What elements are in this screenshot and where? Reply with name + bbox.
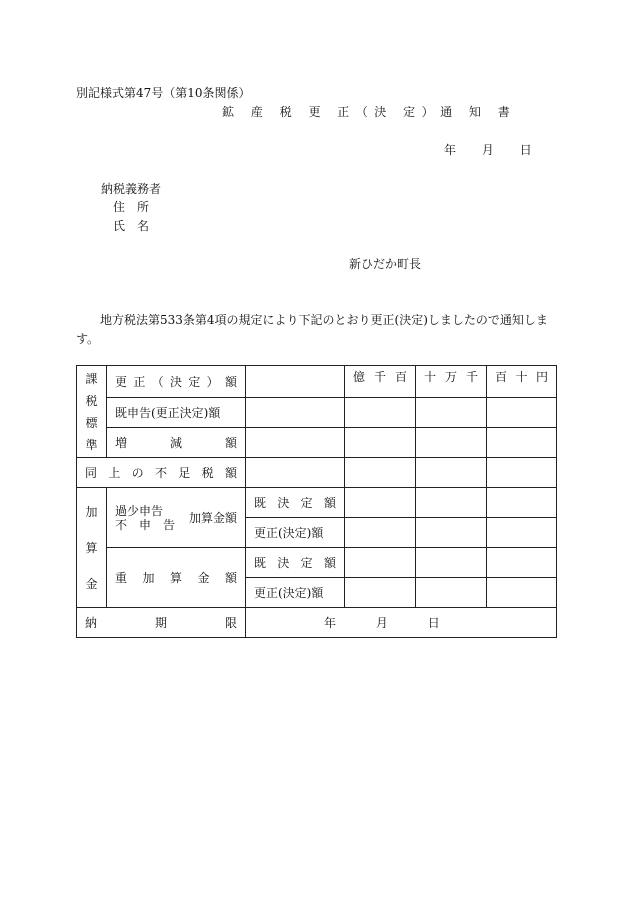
form-number-label: 別記様式第47号（第10条関係） [76, 86, 251, 100]
document-title: 鉱 産 税 更 正（決 定）通 知 書 [222, 105, 517, 119]
kishinkoku-gaku-label: 既申告(更正決定)額 [107, 398, 246, 428]
digit-group-oku: 億 千 百 [345, 366, 416, 398]
fusoku-zeigaku-label: 同上の不足税額 [77, 458, 246, 488]
year-label: 年 [444, 143, 457, 157]
tax-table [76, 365, 557, 638]
ki-kettei-gaku-label: 既決定額 [246, 488, 345, 518]
juu-kasankin-label: 重加算金額 [107, 548, 246, 608]
kasho-shinkoku-label: 過少申告 [115, 503, 164, 518]
fu-shinkoku-label: 不 申 告 [115, 517, 176, 532]
notice-body: 地方税法第533条第4項の規定により下記のとおり更正(決定)しましたので通知します。 [76, 313, 548, 346]
issuer-name: 新ひだか町長 [349, 257, 422, 271]
kazei-hyojun-cell: 課 税 標 準 [77, 366, 107, 458]
taxpayer-label: 納税義務者 [101, 182, 162, 196]
day-label: 日 [519, 143, 532, 157]
kasankin-cell: 加 算 金 [77, 488, 107, 608]
kasankin-gaku-cell [107, 488, 246, 548]
digit-group-en: 百 十 円 [487, 366, 557, 398]
kosei-gaku-value [246, 366, 345, 398]
digit-group-man: 十 万 千 [416, 366, 487, 398]
address-label: 住 所 [113, 200, 150, 214]
kosei-gaku-label: 更正（決定）額 [107, 366, 246, 398]
name-label: 氏 名 [113, 219, 150, 233]
nouki-date: 年 月 日 [246, 608, 557, 638]
kosei-kettei-gaku-label: 更正(決定)額 [246, 518, 345, 548]
issue-date [444, 141, 554, 158]
kosei-kettei-gaku-label-2: 更正(決定)額 [246, 578, 345, 608]
zougen-gaku-label: 増減額 [107, 428, 246, 458]
kasankin-gaku-label: 加算金額 [189, 511, 238, 525]
nouki-gen-label: 納期限 [77, 608, 246, 638]
ki-kettei-gaku-label-2: 既決定額 [246, 548, 345, 578]
month-label: 月 [481, 143, 494, 157]
